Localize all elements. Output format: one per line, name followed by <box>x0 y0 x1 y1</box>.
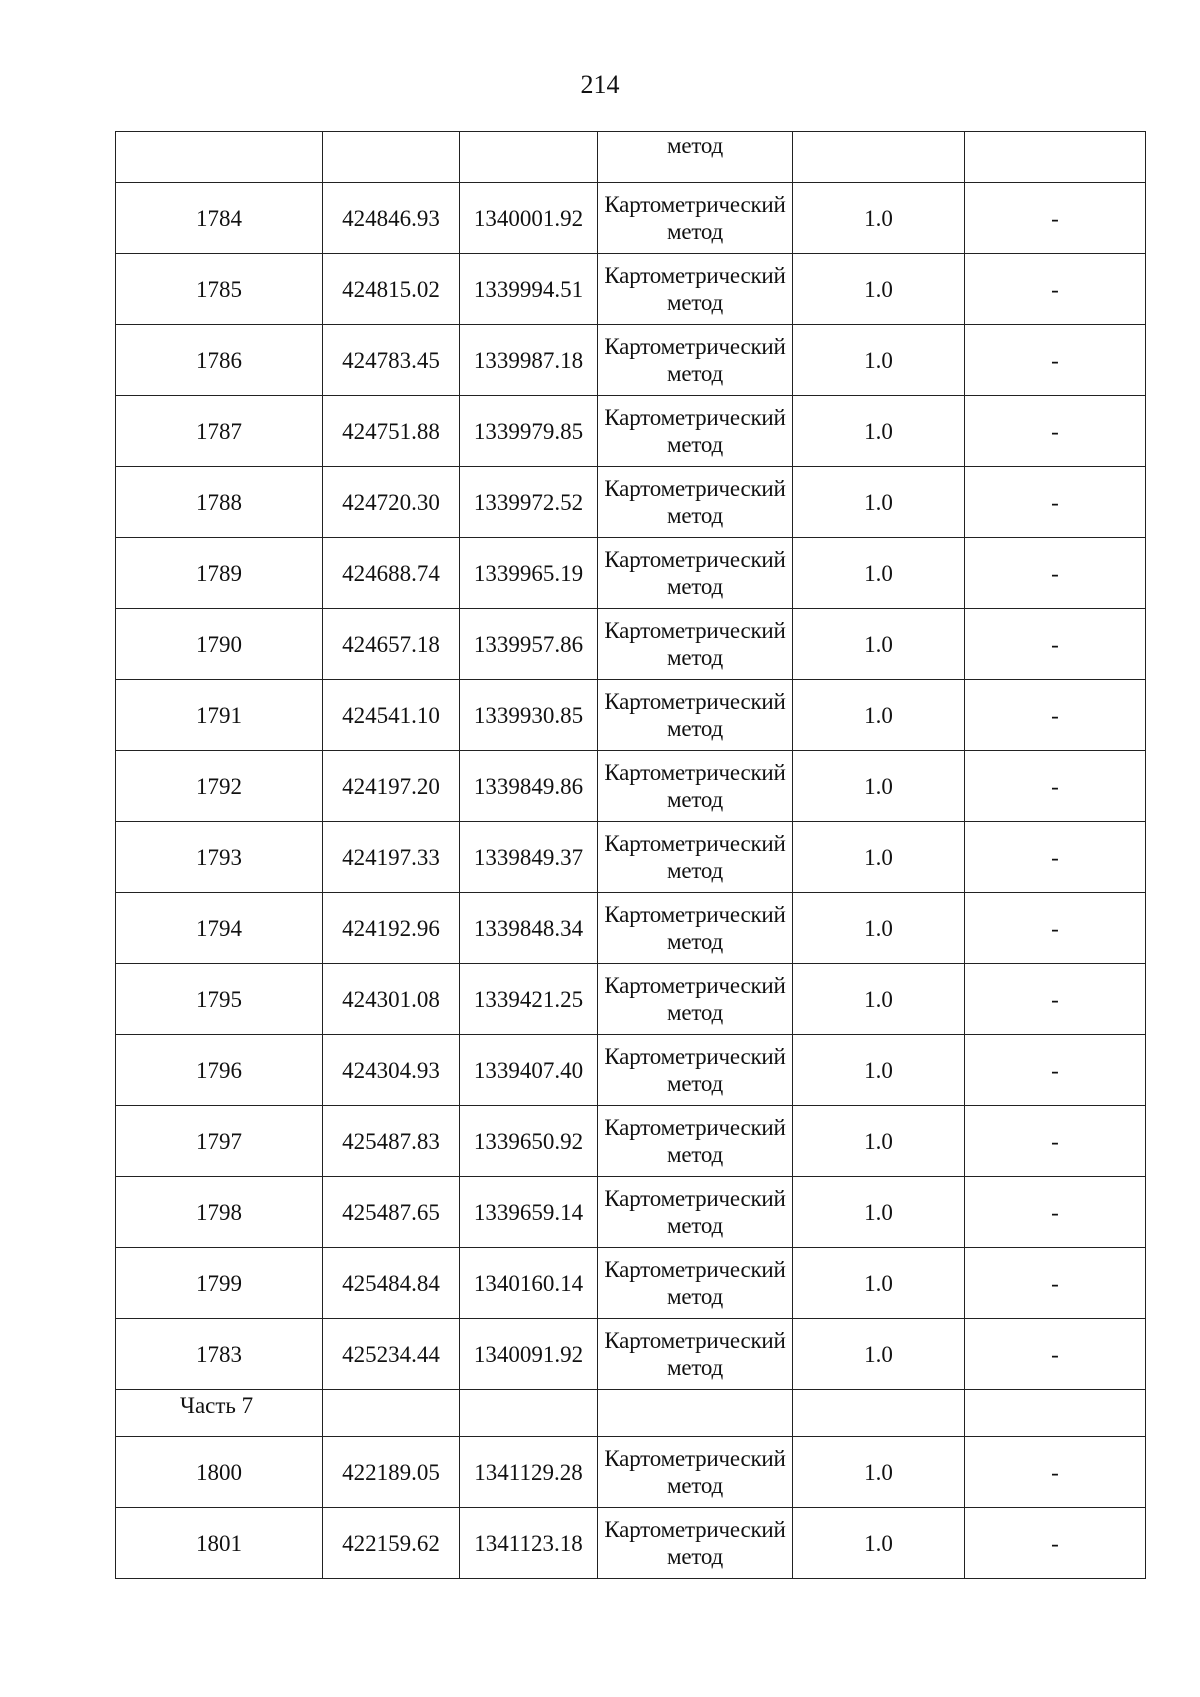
x-coordinate-cell: 424197.33 <box>323 822 460 893</box>
point-number-cell: 1796 <box>116 1035 323 1106</box>
point-number-cell: 1788 <box>116 467 323 538</box>
method-line-1: Картометрический <box>604 1517 786 1542</box>
accuracy-cell: 1.0 <box>793 680 965 751</box>
method-line-1: Картометрический <box>604 831 786 856</box>
method-cell <box>598 325 793 396</box>
method-cell <box>598 893 793 964</box>
accuracy-cell: 1.0 <box>793 254 965 325</box>
table-row <box>116 396 1146 467</box>
method-cell <box>598 1248 793 1319</box>
x-coordinate-cell: 424688.74 <box>323 538 460 609</box>
x-coordinate-cell: 425487.83 <box>323 1106 460 1177</box>
method-cell <box>598 822 793 893</box>
y-coordinate-cell: 1340091.92 <box>460 1319 598 1390</box>
table-row <box>116 609 1146 680</box>
point-number-cell: 1789 <box>116 538 323 609</box>
y-coordinate-cell: 1339848.34 <box>460 893 598 964</box>
y-coordinate-cell: 1339849.86 <box>460 751 598 822</box>
method-line-2: метод <box>666 574 724 599</box>
method-line-2: метод <box>666 645 724 670</box>
method-line-1: Картометрический <box>604 192 786 217</box>
table-row <box>116 751 1146 822</box>
accuracy-cell: 1.0 <box>793 467 965 538</box>
method-line-2: метод <box>666 1473 724 1498</box>
method-line-1: Картометрический <box>604 476 786 501</box>
method-cell <box>598 467 793 538</box>
y-coordinate-cell: 1339849.37 <box>460 822 598 893</box>
method-line-1: Картометрический <box>604 547 786 572</box>
table-row <box>116 893 1146 964</box>
y-coordinate-cell: 1339965.19 <box>460 538 598 609</box>
table-row <box>116 680 1146 751</box>
point-number-cell <box>116 132 323 183</box>
accuracy-cell: 1.0 <box>793 822 965 893</box>
method-line-2: метод <box>666 929 724 954</box>
method-line-2: метод <box>666 1355 724 1380</box>
method-cell <box>598 132 793 183</box>
x-coordinate-cell: 424783.45 <box>323 325 460 396</box>
accuracy-cell: 1.0 <box>793 964 965 1035</box>
note-cell: - <box>965 183 1146 254</box>
method-cell <box>598 1035 793 1106</box>
point-number-cell: 1791 <box>116 680 323 751</box>
accuracy-cell: 1.0 <box>793 325 965 396</box>
note-cell: - <box>965 680 1146 751</box>
x-coordinate-cell: 424751.88 <box>323 396 460 467</box>
note-cell <box>965 132 1146 183</box>
point-number-cell: 1794 <box>116 893 323 964</box>
x-coordinate-cell: 424192.96 <box>323 893 460 964</box>
table-row <box>116 1508 1146 1579</box>
table-row <box>116 254 1146 325</box>
table-row <box>116 1248 1146 1319</box>
method-cell <box>598 1437 793 1508</box>
note-cell: - <box>965 467 1146 538</box>
method-cell <box>598 1319 793 1390</box>
point-number-cell: 1786 <box>116 325 323 396</box>
method-cell <box>598 1106 793 1177</box>
method-line-1: Картометрический <box>604 334 786 359</box>
method-cell <box>598 183 793 254</box>
table-row <box>116 964 1146 1035</box>
note-cell: - <box>965 325 1146 396</box>
method-line-2: метод <box>666 503 724 528</box>
method-line-2: метод <box>666 1213 724 1238</box>
x-coordinate-cell: 424657.18 <box>323 609 460 680</box>
point-number-cell: 1793 <box>116 822 323 893</box>
method-cell <box>598 680 793 751</box>
point-number-cell: 1800 <box>116 1437 323 1508</box>
method-line-1: Картометрический <box>604 263 786 288</box>
table-row <box>116 1106 1146 1177</box>
accuracy-cell: 1.0 <box>793 609 965 680</box>
table-row <box>116 822 1146 893</box>
table-body <box>116 132 1146 1579</box>
x-coordinate-cell: 425234.44 <box>323 1319 460 1390</box>
method-line-2: метод <box>666 1544 724 1569</box>
table-row <box>116 1319 1146 1390</box>
y-coordinate-cell: 1339994.51 <box>460 254 598 325</box>
accuracy-cell: 1.0 <box>793 1319 965 1390</box>
accuracy-cell: 1.0 <box>793 751 965 822</box>
point-number-cell: 1787 <box>116 396 323 467</box>
y-coordinate-cell: 1339979.85 <box>460 396 598 467</box>
method-line-1: Картометрический <box>604 405 786 430</box>
method-cell <box>598 1508 793 1579</box>
x-coordinate-cell: 424720.30 <box>323 467 460 538</box>
method-line-2: метод <box>666 787 724 812</box>
method-line-1: Картометрический <box>604 618 786 643</box>
note-cell: - <box>965 1035 1146 1106</box>
table-row <box>116 1035 1146 1106</box>
point-number-cell: 1798 <box>116 1177 323 1248</box>
y-coordinate-cell: 1339957.86 <box>460 609 598 680</box>
method-line: метод <box>666 133 724 158</box>
method-line-1: Картометрический <box>604 689 786 714</box>
note-cell: - <box>965 609 1146 680</box>
point-number-cell: 1799 <box>116 1248 323 1319</box>
x-coordinate-cell: 424815.02 <box>323 254 460 325</box>
method-line-2: метод <box>666 432 724 457</box>
note-cell: - <box>965 1106 1146 1177</box>
method-line-2: метод <box>666 716 724 741</box>
table-row <box>116 1437 1146 1508</box>
method-cell <box>598 964 793 1035</box>
method-cell <box>598 396 793 467</box>
point-number-cell: 1784 <box>116 183 323 254</box>
x-coordinate-cell: 422189.05 <box>323 1437 460 1508</box>
method-line-2: метод <box>666 1071 724 1096</box>
continuation-row <box>116 132 1146 183</box>
point-number-cell: 1790 <box>116 609 323 680</box>
y-coordinate-cell: 1341129.28 <box>460 1437 598 1508</box>
y-coordinate-cell: 1340001.92 <box>460 183 598 254</box>
accuracy-cell: 1.0 <box>793 538 965 609</box>
empty-cell <box>323 1390 460 1437</box>
accuracy-cell: 1.0 <box>793 1437 965 1508</box>
x-coordinate-cell: 424197.20 <box>323 751 460 822</box>
y-coordinate-cell: 1339972.52 <box>460 467 598 538</box>
accuracy-cell: 1.0 <box>793 1177 965 1248</box>
accuracy-cell: 1.0 <box>793 1106 965 1177</box>
section-row <box>116 1390 1146 1437</box>
method-line-2: метод <box>666 1284 724 1309</box>
x-coordinate-cell: 425487.65 <box>323 1177 460 1248</box>
method-line-2: метод <box>666 1000 724 1025</box>
note-cell: - <box>965 1508 1146 1579</box>
point-number-cell: 1792 <box>116 751 323 822</box>
empty-cell <box>598 1390 793 1437</box>
y-coordinate-cell: 1339930.85 <box>460 680 598 751</box>
accuracy-cell: 1.0 <box>793 1035 965 1106</box>
y-coordinate-cell: 1339659.14 <box>460 1177 598 1248</box>
method-line-2: метод <box>666 219 724 244</box>
table-row <box>116 1177 1146 1248</box>
point-number-cell: 1795 <box>116 964 323 1035</box>
accuracy-cell: 1.0 <box>793 1508 965 1579</box>
table-row <box>116 325 1146 396</box>
empty-cell <box>793 1390 965 1437</box>
note-cell: - <box>965 751 1146 822</box>
note-cell: - <box>965 1177 1146 1248</box>
accuracy-cell: 1.0 <box>793 1248 965 1319</box>
point-number-cell: 1785 <box>116 254 323 325</box>
x-coordinate-cell <box>323 132 460 183</box>
coordinates-table <box>115 131 1146 1579</box>
note-cell: - <box>965 396 1146 467</box>
x-coordinate-cell: 424304.93 <box>323 1035 460 1106</box>
y-coordinate-cell: 1341123.18 <box>460 1508 598 1579</box>
note-cell: - <box>965 1248 1146 1319</box>
y-coordinate-cell: 1339421.25 <box>460 964 598 1035</box>
empty-cell <box>460 1390 598 1437</box>
y-coordinate-cell <box>460 132 598 183</box>
x-coordinate-cell: 424541.10 <box>323 680 460 751</box>
note-cell: - <box>965 1319 1146 1390</box>
method-cell <box>598 254 793 325</box>
accuracy-cell <box>793 132 965 183</box>
note-cell: - <box>965 1437 1146 1508</box>
accuracy-cell: 1.0 <box>793 396 965 467</box>
method-line-1: Картометрический <box>604 1328 786 1353</box>
x-coordinate-cell: 424301.08 <box>323 964 460 1035</box>
table-row <box>116 538 1146 609</box>
note-cell: - <box>965 538 1146 609</box>
method-cell <box>598 538 793 609</box>
method-line-1: Картометрический <box>604 760 786 785</box>
empty-cell <box>965 1390 1146 1437</box>
section-label-cell: Часть 7 <box>116 1390 323 1437</box>
table-row <box>116 467 1146 538</box>
x-coordinate-cell: 424846.93 <box>323 183 460 254</box>
point-number-cell: 1801 <box>116 1508 323 1579</box>
method-cell <box>598 609 793 680</box>
note-cell: - <box>965 964 1146 1035</box>
method-cell <box>598 1177 793 1248</box>
y-coordinate-cell: 1339987.18 <box>460 325 598 396</box>
method-line-2: метод <box>666 858 724 883</box>
method-line-2: метод <box>666 1142 724 1167</box>
accuracy-cell: 1.0 <box>793 183 965 254</box>
y-coordinate-cell: 1339407.40 <box>460 1035 598 1106</box>
page-number: 214 <box>580 70 620 99</box>
point-number-cell: 1783 <box>116 1319 323 1390</box>
method-line-1: Картометрический <box>604 1044 786 1069</box>
method-line-1: Картометрический <box>604 1446 786 1471</box>
y-coordinate-cell: 1339650.92 <box>460 1106 598 1177</box>
method-line-1: Картометрический <box>604 1115 786 1140</box>
method-line-2: метод <box>666 361 724 386</box>
method-line-1: Картометрический <box>604 1257 786 1282</box>
note-cell: - <box>965 893 1146 964</box>
note-cell: - <box>965 254 1146 325</box>
point-number-cell: 1797 <box>116 1106 323 1177</box>
table-row <box>116 183 1146 254</box>
note-cell: - <box>965 822 1146 893</box>
y-coordinate-cell: 1340160.14 <box>460 1248 598 1319</box>
accuracy-cell: 1.0 <box>793 893 965 964</box>
x-coordinate-cell: 425484.84 <box>323 1248 460 1319</box>
method-cell <box>598 751 793 822</box>
method-line-2: метод <box>666 290 724 315</box>
method-line-1: Картометрический <box>604 902 786 927</box>
method-line-1: Картометрический <box>604 1186 786 1211</box>
method-line-1: Картометрический <box>604 973 786 998</box>
x-coordinate-cell: 422159.62 <box>323 1508 460 1579</box>
